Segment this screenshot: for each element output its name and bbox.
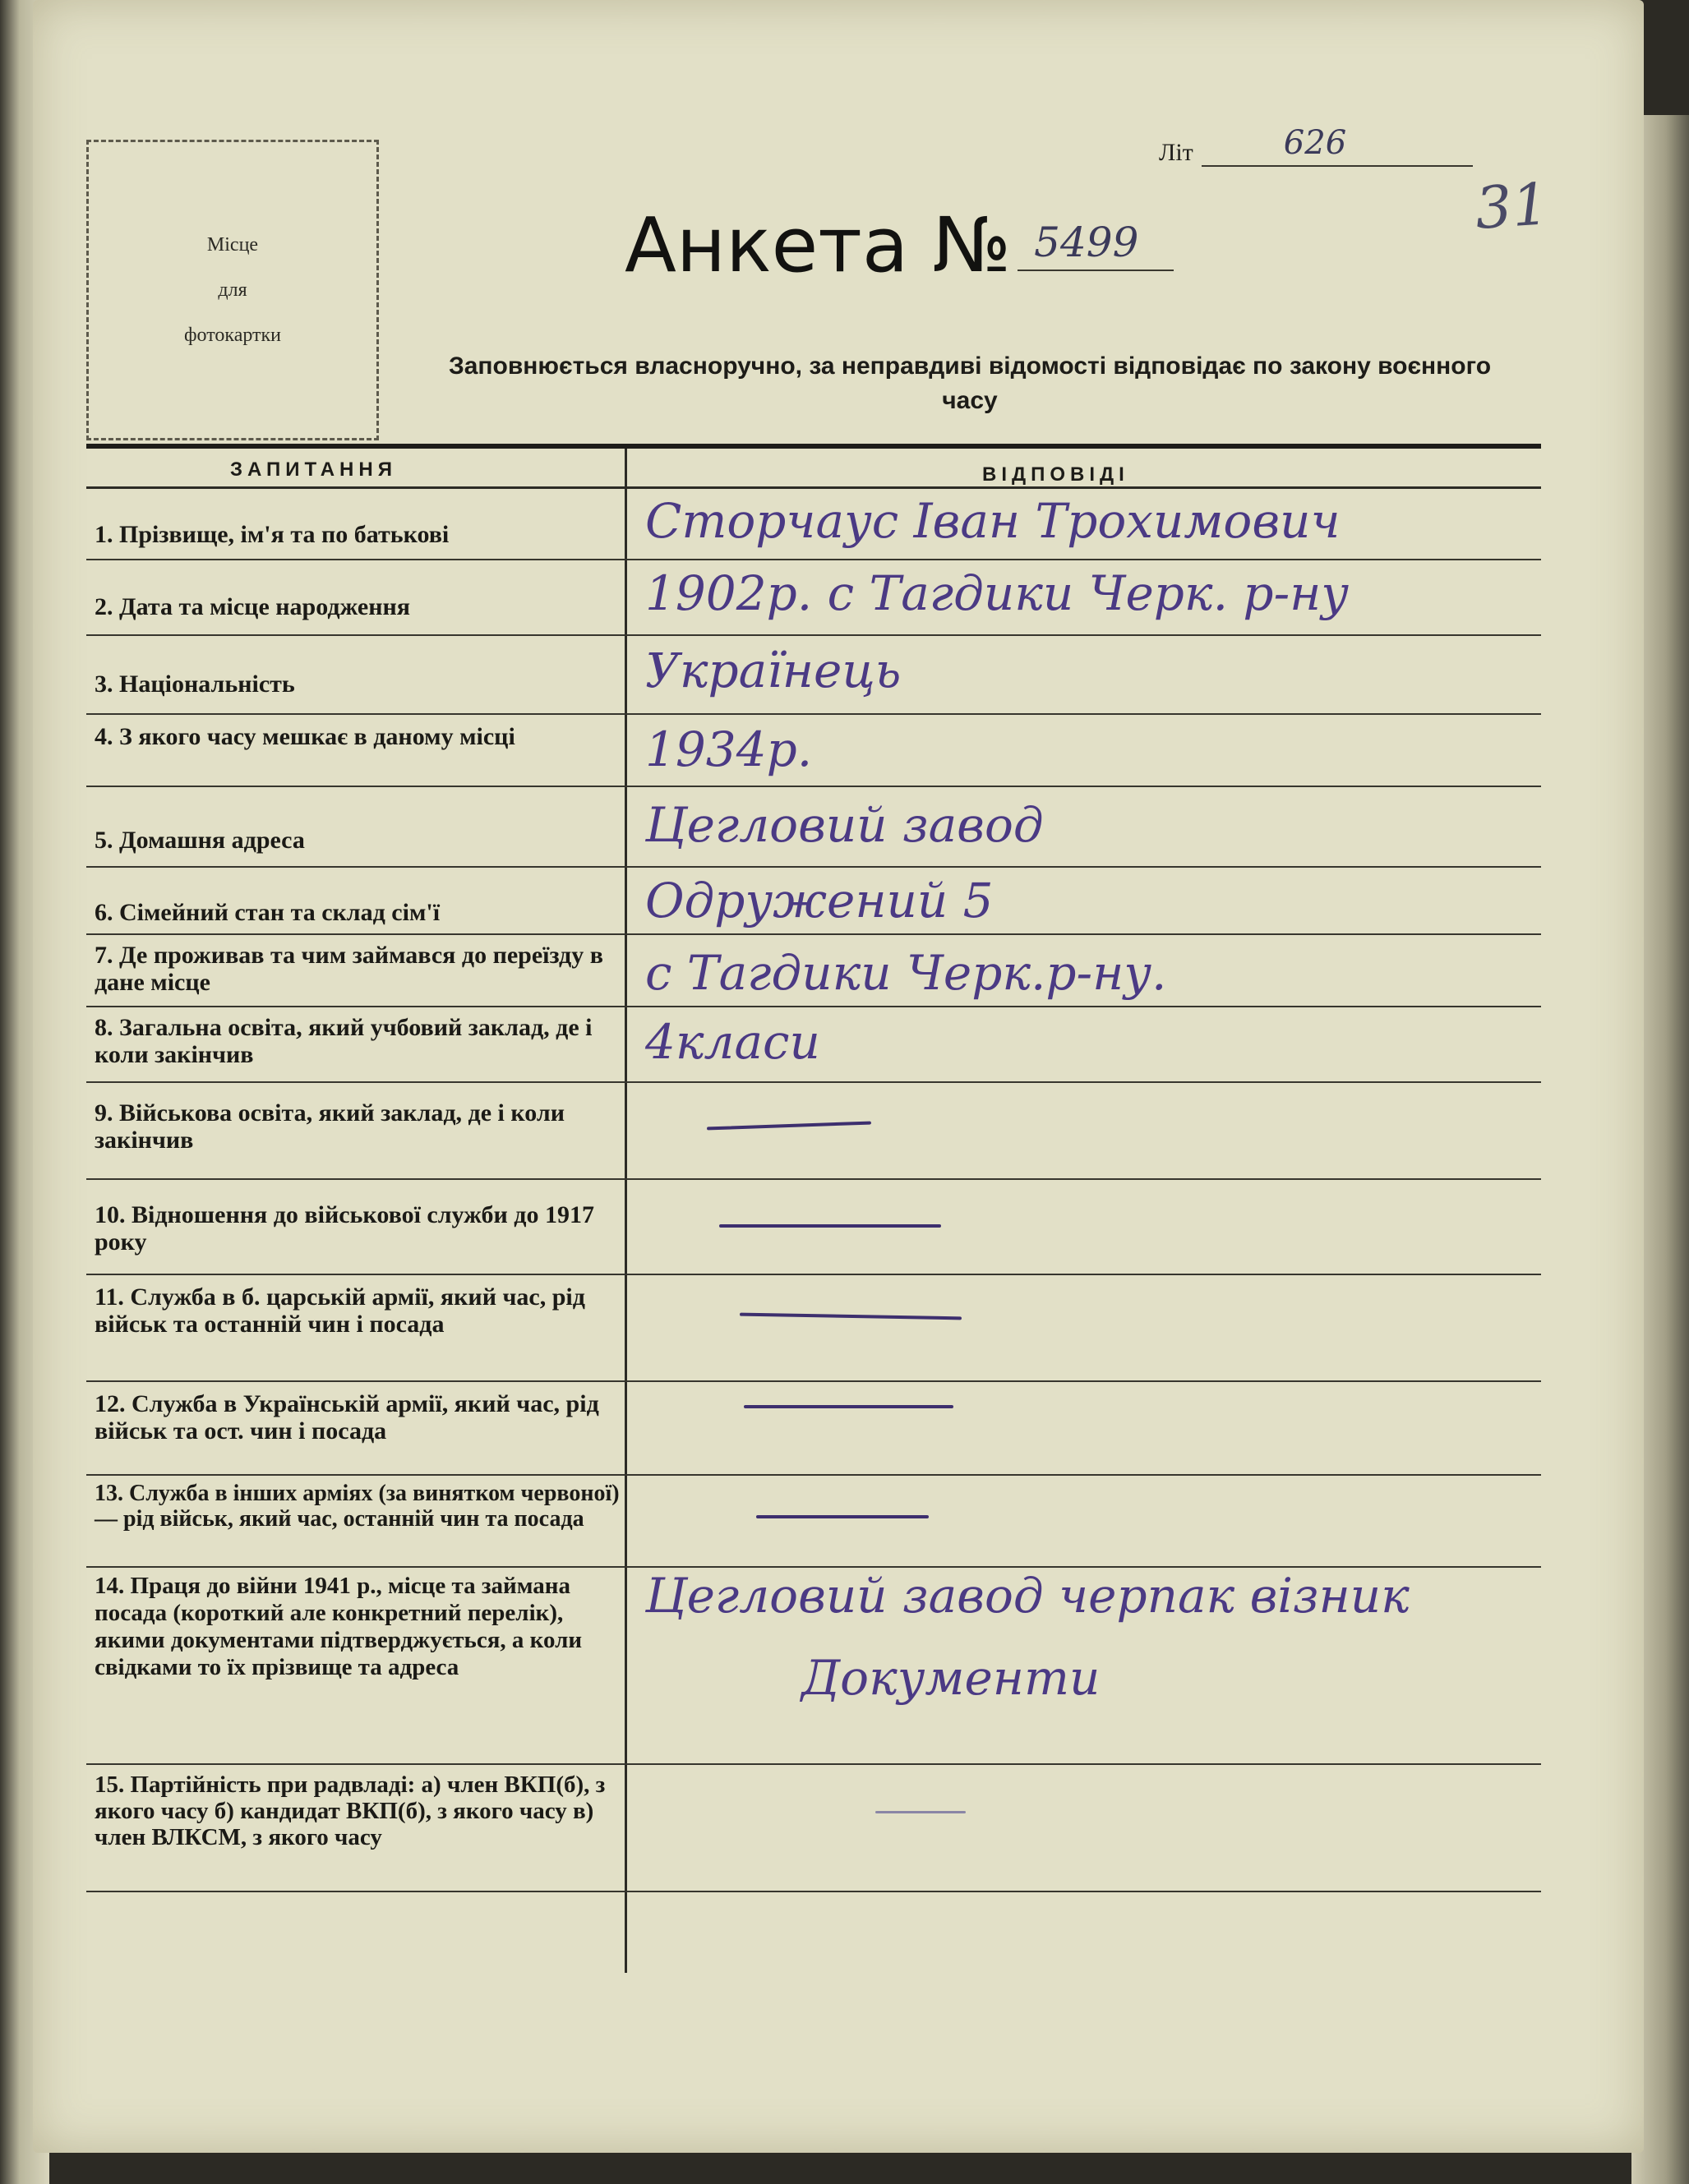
table-row xyxy=(86,486,1541,560)
answer-6: Одружений 5 xyxy=(645,873,994,928)
questionnaire-table xyxy=(86,444,1541,1973)
title-number: 5499 xyxy=(1034,219,1139,266)
table-row xyxy=(86,933,1541,1007)
table-row xyxy=(86,1763,1541,1892)
question-10: 10. Відношення до військової служби до 1917 року xyxy=(95,1201,594,1256)
margin-page-number: 31 xyxy=(1473,169,1551,243)
form-subtitle: Заповнюється власноручно, за неправдиві відомості відповідає по закону воєнного часу xyxy=(448,352,1492,414)
header-answer: ВІДПОВІДІ xyxy=(982,463,1129,486)
answer-2: 1902р. с Тагдики Черк. р-ну xyxy=(645,565,1350,621)
table-row xyxy=(86,1474,1541,1568)
table-row xyxy=(86,713,1541,787)
question-4: 4. З якого часу мешкає в даному місці xyxy=(95,723,515,750)
question-5: 5. Домашня адреса xyxy=(95,827,305,854)
question-1: 1. Прізвище, ім'я та по батькові xyxy=(95,521,450,548)
table-row xyxy=(86,1081,1541,1180)
lit-value: 626 xyxy=(1283,124,1347,162)
photo-placeholder xyxy=(86,140,379,440)
answer-15-dash xyxy=(875,1811,966,1813)
answer-14-line2: Документи xyxy=(801,1650,1101,1706)
table-row xyxy=(86,559,1541,636)
photo-label-line2: для xyxy=(218,279,247,301)
table-row xyxy=(86,866,1541,935)
title-text: Анкета № xyxy=(625,201,1012,289)
answer-5: Цегловий завод xyxy=(645,797,1044,853)
answer-9-dash xyxy=(707,1122,871,1131)
header-question: ЗАПИТАННЯ xyxy=(230,458,397,481)
question-7: 7. Де проживав та чим займався до переїзду в дане місце xyxy=(95,942,603,996)
question-15: 15. Партійність при радвладі: а) член ВКП(б), з якого часу б) кандидат ВКП(б), з якого часу в) член ВЛКСМ, з якого часу xyxy=(95,1772,606,1850)
table-row xyxy=(86,786,1541,868)
answer-13-dash xyxy=(756,1515,929,1518)
answer-1: Сторчаус Іван Трохимович xyxy=(645,493,1341,549)
answer-14: Цегловий завод черпак візник xyxy=(645,1568,1410,1624)
answer-4: 1934р. xyxy=(645,721,813,777)
photo-label-line1: Місце xyxy=(206,233,259,256)
question-3: 3. Національність xyxy=(95,670,295,698)
table-row xyxy=(86,1274,1541,1382)
question-11: 11. Служба в б. царській армії, який час, рід військ та останній чин і посада xyxy=(95,1283,585,1338)
table-row xyxy=(86,1178,1541,1275)
lit-field xyxy=(1159,124,1473,167)
answer-10-dash xyxy=(719,1224,941,1228)
title-number-line xyxy=(1018,220,1174,271)
answer-8: 4класи xyxy=(645,1014,820,1070)
table-row xyxy=(86,1566,1541,1765)
answer-12-dash xyxy=(744,1405,953,1408)
questionnaire-sheet xyxy=(33,0,1644,2153)
table-row xyxy=(86,634,1541,715)
question-6: 6. Сімейний стан та склад сім'ї xyxy=(95,899,441,926)
table-header xyxy=(86,449,1541,489)
form-title xyxy=(625,201,1174,289)
lit-label: Літ xyxy=(1159,139,1193,166)
lit-line xyxy=(1202,124,1473,167)
question-14: 14. Праця до війни 1941 р., місце та займана посада (короткий але конкретний перелік), якими документами підтверджується, а коли свідками то їх прізвище та адреса xyxy=(95,1573,583,1680)
table-row xyxy=(86,1006,1541,1083)
answer-3: Українець xyxy=(645,643,902,698)
question-2: 2. Дата та місце народження xyxy=(95,593,411,620)
question-12: 12. Служба в Українській армії, який час, рід військ та ост. чин і посада xyxy=(95,1390,599,1444)
question-9: 9. Військова освіта, який заклад, де і коли закінчив xyxy=(95,1099,565,1154)
question-13: 13. Служба в інших арміях (за винятком червоної) — рід військ, який час, останній чин та посада xyxy=(95,1481,620,1532)
answer-7: с Тагдики Черк.р-ну. xyxy=(645,945,1167,1001)
table-row xyxy=(86,1380,1541,1476)
question-8: 8. Загальна освіта, який учбовий заклад, де і коли закінчив xyxy=(95,1014,593,1068)
photo-label-line3: фотокартки xyxy=(183,324,282,346)
answer-11-dash xyxy=(740,1313,962,1320)
